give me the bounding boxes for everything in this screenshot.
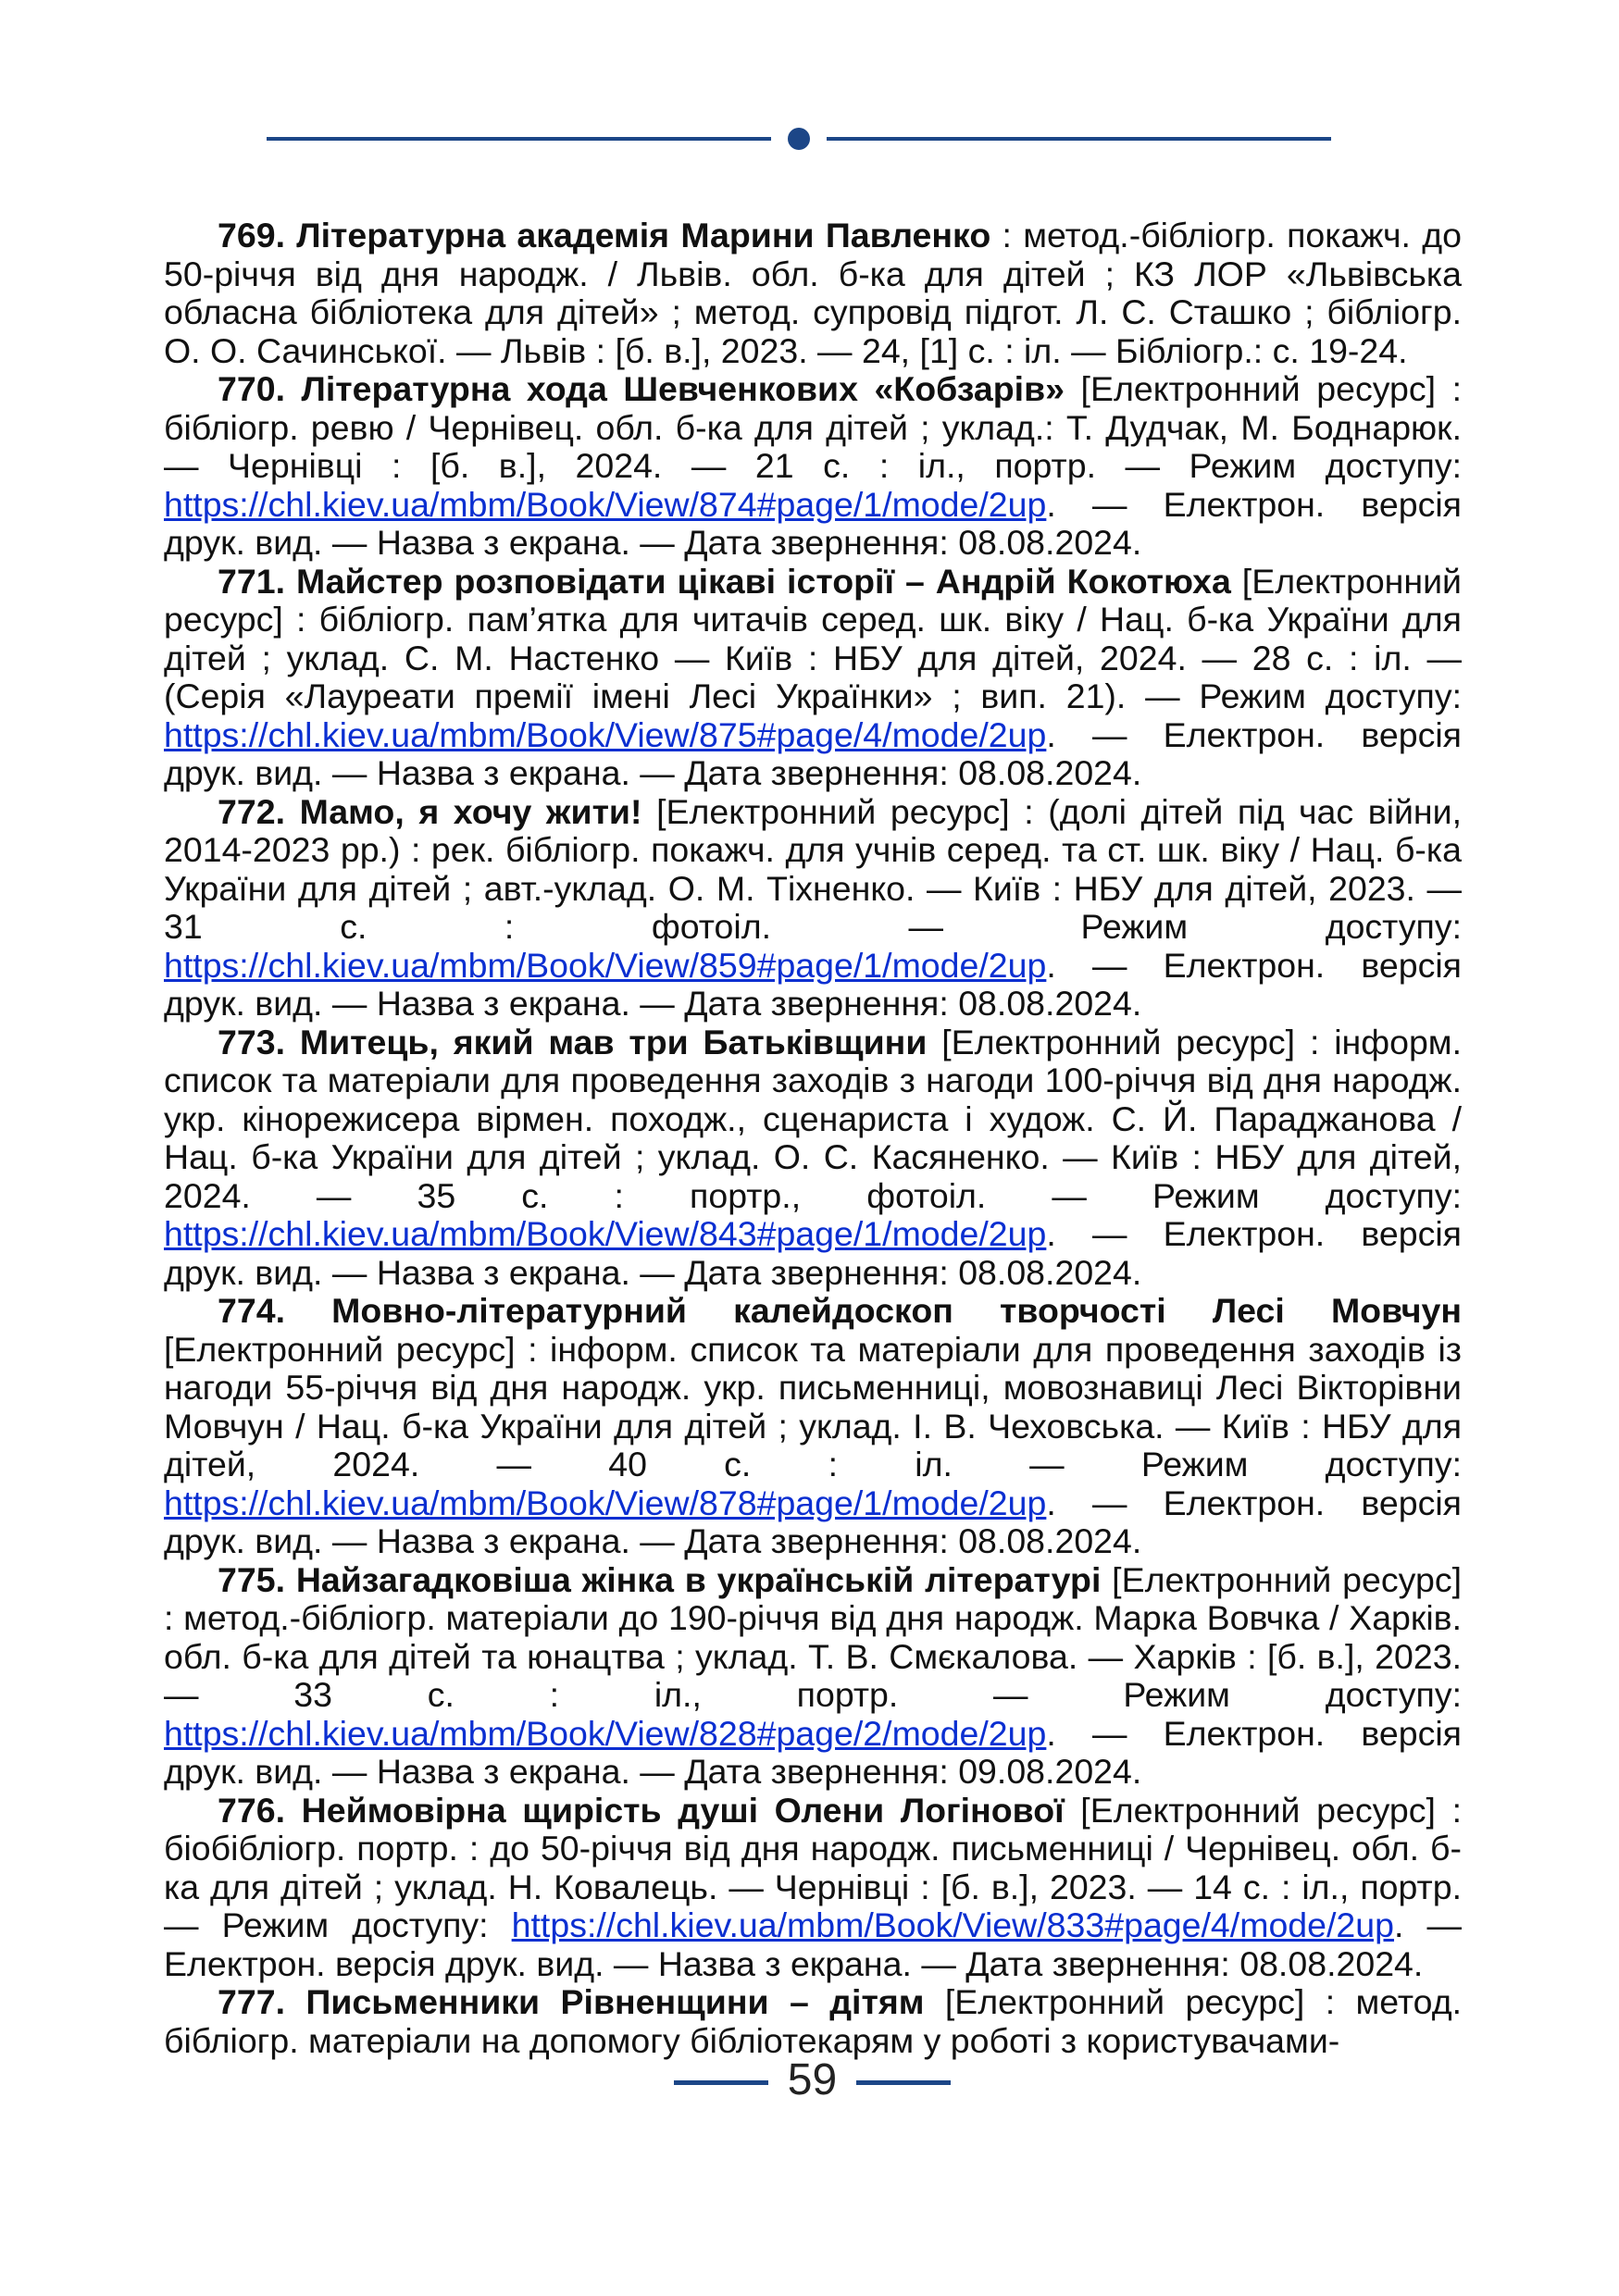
header-rule-dot xyxy=(788,128,810,150)
entry-description-tail: . — Електрон. версія друк. вид. — Назва з екрана. — Дата звернення: 08.08.2024. xyxy=(164,1214,1462,1292)
entry-description: [Електронний ресурс] : метод. бібліогр. матеріали на допомогу бібліотекарям у роботі з користувачами- xyxy=(164,1982,1463,2060)
bibliography-entry xyxy=(164,217,1462,370)
entry-link[interactable]: https://chl.kiev.ua/mbm/Book/View/828#page/2/mode/2up xyxy=(164,1713,1047,1753)
entry-link[interactable]: https://chl.kiev.ua/mbm/Book/View/859#page/1/mode/2up xyxy=(164,945,1047,985)
bibliography-entry xyxy=(164,1292,1462,1561)
entry-description: [Електронний ресурс] : інформ. список та матеріали для проведення заходів із нагоди 55-річчя від дня народж. укр. письменниці, мовознавиці Лесі Вікторівни Мовчун / Нац. б-ка України для дітей ; уклад. І. В. Чеховська. — Київ : НБУ для дітей, 2024. — 40 с. : іл. — Режим доступу: xyxy=(164,1329,1462,1483)
entry-description: [Електронний ресурс] : бібліогр. пам’ятка для читачів серед. шк. віку / Нац. б-ка України для дітей ; уклад. С. М. Настенко — Київ : НБУ для дітей, 2024. — 28 с. : іл. — (Серія «Лауреати премії імені Лесі Українки» ; вип. 21). — Режим доступу: xyxy=(164,561,1462,715)
entry-description-tail: . — Електрон. версія друк. вид. — Назва з екрана. — Дата звернення: 08.08.2024. xyxy=(164,714,1462,792)
entry-description-tail: . — Електрон. версія друк. вид. — Назва з екрана. — Дата звернення: 08.08.2024. xyxy=(164,1905,1462,1983)
entry-title: Мамо, я хочу жити! xyxy=(299,791,642,831)
bibliography-entry xyxy=(164,370,1462,563)
page-footer xyxy=(0,2053,1619,2108)
bibliography-list xyxy=(164,217,1462,2060)
entry-description: [Електронний ресурс] : (долі дітей під час війни, 2014-2023 рр.) : рек. бібліогр. покажч. для учнів серед. та ст. шк. віку / Нац. б-ка України для дітей ; авт.-уклад. О. М. Тіхненко. — Київ : НБУ для дітей, 2023. — 31 с. : фотоіл. — Режим доступу: xyxy=(164,791,1463,946)
entry-description: [Електронний ресурс] : метод.-бібліогр. матеріали до 190-річчя від дня народж. Марка Вовчка / Харків. обл. б-ка для дітей та юнацтва ; уклад. Т. В. Смєкалова. — Харків : [б. в.], 2023. — 33 с. : іл., портр. — Режим доступу: xyxy=(164,1559,1462,1714)
entry-number: 769. xyxy=(218,216,285,254)
entry-description-tail: . — Електрон. версія друк. вид. — Назва з екрана. — Дата звернення: 09.08.2024. xyxy=(164,1713,1462,1791)
entry-number: 772. xyxy=(218,791,285,831)
footer-rule-right xyxy=(856,2080,951,2085)
footer-rule-left xyxy=(674,2080,768,2085)
entry-title: Письменники Рівненщини – дітям xyxy=(305,1982,925,2021)
entry-link[interactable]: https://chl.kiev.ua/mbm/Book/View/843#page/1/mode/2up xyxy=(164,1214,1047,1253)
bibliography-entry xyxy=(164,1024,1462,1293)
entry-link[interactable]: https://chl.kiev.ua/mbm/Book/View/878#page/1/mode/2up xyxy=(164,1483,1047,1522)
entry-number: 776. xyxy=(218,1790,285,1830)
entry-title: Літературна хода Шевченкових «Кобзарів» xyxy=(301,369,1065,408)
entry-number: 777. xyxy=(218,1982,285,2021)
entry-description: [Електронний ресурс] : бібліогр. ревю / Чернівец. обл. б-ка для дітей ; уклад.: Т. Дудчак, М. Боднарюк. — Чернівці : [б. в.], 2024. — 21 с. : іл., портр. — Режим доступу: xyxy=(164,369,1463,485)
entry-number: 773. xyxy=(218,1022,285,1061)
entry-description-tail: . — Електрон. версія друк. вид. — Назва з екрана. — Дата звернення: 08.08.2024. xyxy=(164,1483,1462,1560)
entry-description-tail: . — Електрон. версія друк. вид. — Назва з екрана. — Дата звернення: 08.08.2024. xyxy=(164,945,1462,1023)
header-rule-left-line xyxy=(267,137,771,141)
header-rule-right-line xyxy=(827,137,1331,141)
bibliography-entry xyxy=(164,793,1462,1024)
entry-number: 771. xyxy=(218,561,285,601)
entry-number: 774. xyxy=(218,1291,285,1330)
entry-number: 770. xyxy=(218,369,285,408)
entry-number: 775. xyxy=(218,1559,285,1599)
entry-link[interactable]: https://chl.kiev.ua/mbm/Book/View/874#page/1/mode/2up xyxy=(164,484,1047,524)
entry-link[interactable]: https://chl.kiev.ua/mbm/Book/View/875#page/4/mode/2up xyxy=(164,714,1047,754)
entry-description: [Електронний ресурс] : біобібліогр. портр. : до 50-річчя від дня народж. письменниці / Чернівец. обл. б-ка для дітей ; уклад. Н. Ковалець. — Чернівці : [б. в.], 2023. — 14 с. : іл., портр. — Режим доступу: xyxy=(164,1790,1462,1944)
entry-title: Мовно-літературний калейдоскоп творчості Лесі Мовчун xyxy=(331,1291,1462,1330)
bibliography-entry xyxy=(164,1983,1462,2060)
entry-link[interactable]: https://chl.kiev.ua/mbm/Book/View/833#page/4/mode/2up xyxy=(511,1905,1394,1944)
entry-description: [Електронний ресурс] : інформ. список та матеріали для проведення заходів з нагоди 100-річчя від дня народж. укр. кінорежисера вірмен. походж., сценариста і худож. С. Й. Параджанова / Нац. б-ка України для дітей ; уклад. О. С. Касяненко. — Київ : НБУ для дітей, 2024. — 35 с. : портр., фотоіл. — Режим доступу: xyxy=(164,1022,1463,1215)
bibliography-entry xyxy=(164,1792,1462,1984)
bibliography-entry xyxy=(164,563,1462,793)
page-number: 59 xyxy=(787,2055,838,2104)
entry-title: Літературна академія Марини Павленко xyxy=(296,216,991,254)
entry-title: Найзагадковіша жінка в українській літературі xyxy=(295,1559,1102,1599)
entry-description: : метод.-бібліогр. покажч. до 50-річчя від дня народж. / Львів. обл. б-ка для дітей ; КЗ ЛОР «Львівська обласна бібліотека для дітей» ; метод. супровід підгот. Л. С. Сташко ; бібліогр. О. О. Сачинської. — Львів : [б. в.], 2023. — 24, [1] с. : іл. — Бібліогр.: с. 19-24. xyxy=(164,216,1462,370)
entry-title: Майстер розповідати цікаві історії – Андрій Кокотюха xyxy=(295,561,1231,601)
entry-title: Митець, який мав три Батьківщини xyxy=(299,1022,928,1061)
entry-title: Неймовірна щирість душі Олени Логінової xyxy=(301,1790,1065,1830)
bibliography-entry xyxy=(164,1561,1462,1792)
entry-description-tail: . — Електрон. версія друк. вид. — Назва з екрана. — Дата звернення: 08.08.2024. xyxy=(164,484,1462,562)
header-rule xyxy=(267,128,1331,150)
